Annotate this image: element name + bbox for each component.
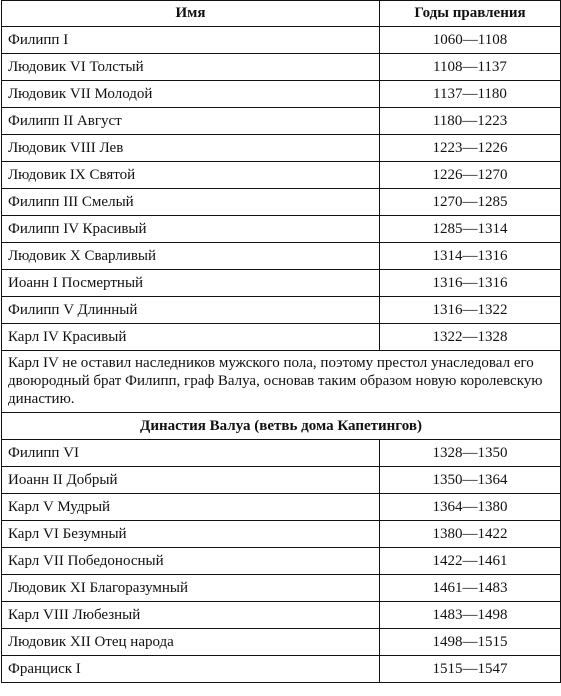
table-row — [2, 324, 561, 351]
reign-years-cell: 1322—1328 — [380, 324, 561, 351]
reign-years-cell: 1314—1316 — [380, 243, 561, 270]
table-row — [2, 81, 561, 108]
reign-years-cell: 1270—1285 — [380, 189, 561, 216]
reign-years-cell: 1180—1223 — [380, 108, 561, 135]
ruler-name-cell: Людовик X Сварливый — [2, 243, 380, 270]
table-row — [2, 575, 561, 602]
reign-years-cell: 1461—1483 — [380, 575, 561, 602]
ruler-name-cell: Филипп V Длинный — [2, 297, 380, 324]
reign-years-cell: 1108—1137 — [380, 54, 561, 81]
table-row — [2, 548, 561, 575]
reign-years-cell: 1060—1108 — [380, 27, 561, 54]
table-row — [2, 467, 561, 494]
table-header — [2, 1, 561, 27]
name-column-header: Имя — [2, 1, 380, 27]
ruler-name-cell: Карл VI Безумный — [2, 521, 380, 548]
reign-years-cell: 1316—1316 — [380, 270, 561, 297]
reign-years-cell: 1285—1314 — [380, 216, 561, 243]
table-row — [2, 216, 561, 243]
reign-years-cell: 1137—1180 — [380, 81, 561, 108]
ruler-name-cell: Филипп VI — [2, 440, 380, 467]
capetian-rows — [2, 27, 561, 351]
ruler-name-cell: Филипп II Август — [2, 108, 380, 135]
reign-years-cell: 1364—1380 — [380, 494, 561, 521]
ruler-name-cell: Филипп IV Красивый — [2, 216, 380, 243]
ruler-name-cell: Людовик XI Благоразумный — [2, 575, 380, 602]
table-row — [2, 108, 561, 135]
note-section — [2, 351, 561, 440]
table-row — [2, 135, 561, 162]
table-row — [2, 629, 561, 656]
ruler-name-cell: Иоанн II Добрый — [2, 467, 380, 494]
reign-years-cell: 1422—1461 — [380, 548, 561, 575]
header-row — [2, 1, 561, 27]
reign-years-cell: 1223—1226 — [380, 135, 561, 162]
ruler-name-cell: Филипп I — [2, 27, 380, 54]
table-row — [2, 297, 561, 324]
ruler-name-cell: Карл VIII Любезный — [2, 602, 380, 629]
ruler-name-cell: Карл VII Победоносный — [2, 548, 380, 575]
table-row — [2, 243, 561, 270]
table-row — [2, 27, 561, 54]
valois-dynasty-heading: Династия Валуа (ветвь дома Капетингов) — [2, 413, 561, 440]
reign-years-cell: 1350—1364 — [380, 467, 561, 494]
succession-note: Карл IV не оставил наследников мужского пола, поэтому престол унаследовал его двоюродный брат Филипп, граф Валуа, основав таким образом новую королевскую династию. — [2, 351, 561, 413]
reign-years-cell: 1483—1498 — [380, 602, 561, 629]
reign-years-cell: 1498—1515 — [380, 629, 561, 656]
table-row — [2, 440, 561, 467]
section-heading-row — [2, 413, 561, 440]
reign-years-cell: 1515—1547 — [380, 656, 561, 683]
table-row — [2, 521, 561, 548]
ruler-name-cell: Иоанн I Посмертный — [2, 270, 380, 297]
reign-years-cell: 1380—1422 — [380, 521, 561, 548]
ruler-name-cell: Людовик VII Молодой — [2, 81, 380, 108]
kings-table — [1, 0, 561, 683]
ruler-name-cell: Людовик VIII Лев — [2, 135, 380, 162]
ruler-name-cell: Людовик XII Отец народа — [2, 629, 380, 656]
reign-years-cell: 1328—1350 — [380, 440, 561, 467]
ruler-name-cell: Людовик IX Святой — [2, 162, 380, 189]
table-row — [2, 189, 561, 216]
ruler-name-cell: Карл IV Красивый — [2, 324, 380, 351]
ruler-name-cell: Карл V Мудрый — [2, 494, 380, 521]
ruler-name-cell: Филипп III Смелый — [2, 189, 380, 216]
table-row — [2, 494, 561, 521]
reign-years-cell: 1316—1322 — [380, 297, 561, 324]
years-column-header: Годы правления — [380, 1, 561, 27]
table-row — [2, 54, 561, 81]
ruler-name-cell: Людовик VI Толстый — [2, 54, 380, 81]
note-row — [2, 351, 561, 413]
table-row — [2, 602, 561, 629]
reign-years-cell: 1226—1270 — [380, 162, 561, 189]
valois-rows — [2, 440, 561, 683]
ruler-name-cell: Франциск I — [2, 656, 380, 683]
table-row — [2, 656, 561, 683]
table-row — [2, 162, 561, 189]
table-row — [2, 270, 561, 297]
